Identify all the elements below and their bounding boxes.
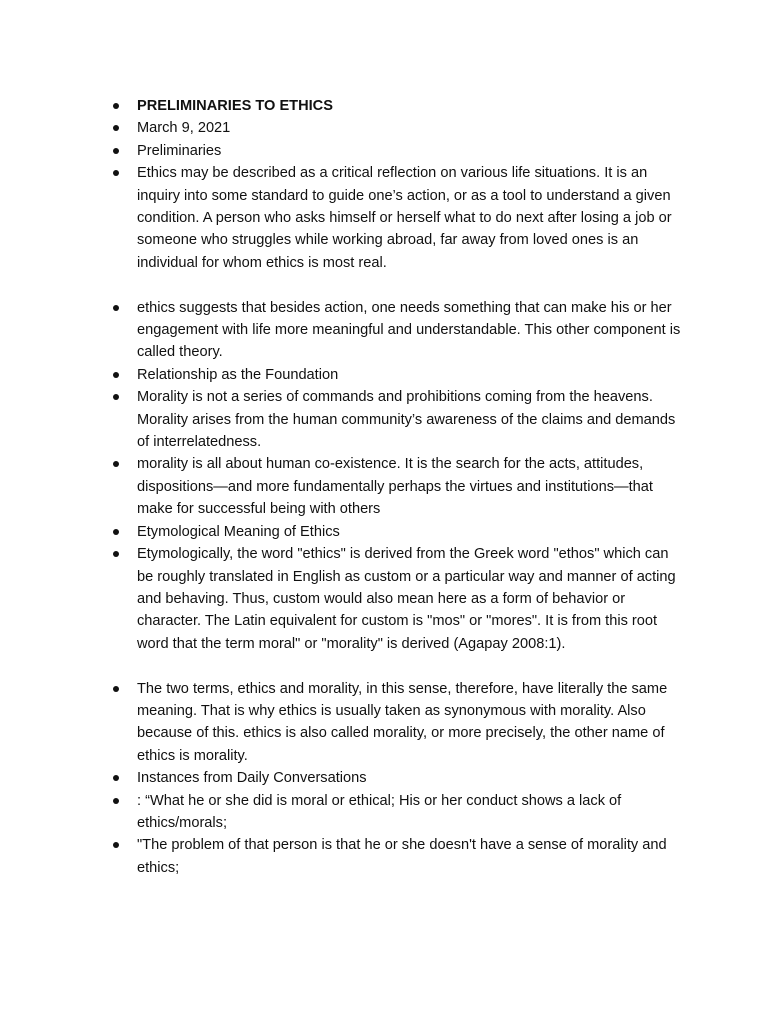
bullet-icon bbox=[113, 305, 119, 311]
paragraph-text: Ethics may be described as a critical reflection on various life situations. It is an inquiry into some standard to guide one’s action, or as a tool to understand a given condition. A person who asks himself or herself what to do next after losing a job or someone who struggles while working abroad, far away from loved ones is an individual for whom ethics is most real. bbox=[137, 165, 672, 271]
list-item bbox=[0, 834, 682, 879]
list-item bbox=[0, 543, 682, 655]
list-item bbox=[0, 790, 682, 835]
list-item bbox=[0, 364, 682, 386]
section-heading: Etymological Meaning of Ethics bbox=[137, 523, 340, 540]
paragraph-text: Etymologically, the word "ethics" is derived from the Greek word "ethos" which can be roughly translated in English as custom or a particular way and manner of acting and behaving. Thus, custom would also mean here as a form of behavior or character. The Latin equivalent for custom is "mos" or "mores". It is from this root word that the term moral" or "morality" is derived (Agapay 2008:1). bbox=[137, 546, 676, 652]
section-heading: Preliminaries bbox=[137, 142, 222, 159]
list-item bbox=[0, 521, 682, 543]
bullet-icon bbox=[113, 686, 119, 692]
list-item bbox=[0, 140, 682, 162]
list-item bbox=[0, 95, 682, 117]
bullet-icon bbox=[113, 394, 119, 400]
section-heading: Relationship as the Foundation bbox=[137, 366, 339, 383]
bullet-icon bbox=[113, 775, 119, 781]
paragraph-text: ethics suggests that besides action, one needs something that can make his or her engagement with life more meaningful and understandable. This other component is called theory. bbox=[137, 299, 681, 361]
paragraph-text: Morality is not a series of commands and prohibitions coming from the heavens. Morality arises from the human community’s awareness of the claims and demands of interrelatedness. bbox=[137, 389, 676, 451]
bullet-icon bbox=[113, 529, 119, 535]
bullet-icon bbox=[113, 148, 119, 154]
bullet-icon bbox=[113, 842, 119, 848]
list-item bbox=[0, 453, 682, 520]
list-item bbox=[0, 767, 682, 789]
section-heading: Instances from Daily Conversations bbox=[137, 770, 367, 787]
list-item bbox=[0, 117, 682, 139]
paragraph-gap bbox=[0, 274, 768, 296]
list-item bbox=[0, 678, 682, 768]
bullet-icon bbox=[113, 372, 119, 378]
bullet-icon bbox=[113, 103, 119, 109]
paragraph-text: "The problem of that person is that he or she doesn't have a sense of morality and ethics; bbox=[137, 837, 667, 876]
bullet-icon bbox=[113, 798, 119, 804]
bullet-icon bbox=[113, 551, 119, 557]
bullet-icon bbox=[113, 125, 119, 131]
paragraph-gap bbox=[0, 655, 768, 677]
bullet-icon bbox=[113, 170, 119, 176]
list-item bbox=[0, 386, 682, 453]
document-date: March 9, 2021 bbox=[137, 120, 231, 137]
bullet-icon bbox=[113, 461, 119, 467]
bullet-list bbox=[0, 95, 768, 879]
list-item bbox=[0, 162, 682, 274]
paragraph-text: morality is all about human co-existence. It is the search for the acts, attitudes, dispositions—and more fundamentally perhaps the virtues and institutions—that make for successful being with others bbox=[137, 456, 653, 518]
paragraph-text: : “What he or she did is moral or ethical; His or her conduct shows a lack of ethics/morals; bbox=[137, 792, 622, 831]
list-item bbox=[0, 297, 682, 364]
document-title: PRELIMINARIES TO ETHICS bbox=[137, 98, 333, 114]
paragraph-text: The two terms, ethics and morality, in this sense, therefore, have literally the same meaning. That is why ethics is usually taken as synonymous with morality. Also because of this. ethics is also called morality, or more precisely, the other name of ethics is morality. bbox=[137, 680, 668, 764]
